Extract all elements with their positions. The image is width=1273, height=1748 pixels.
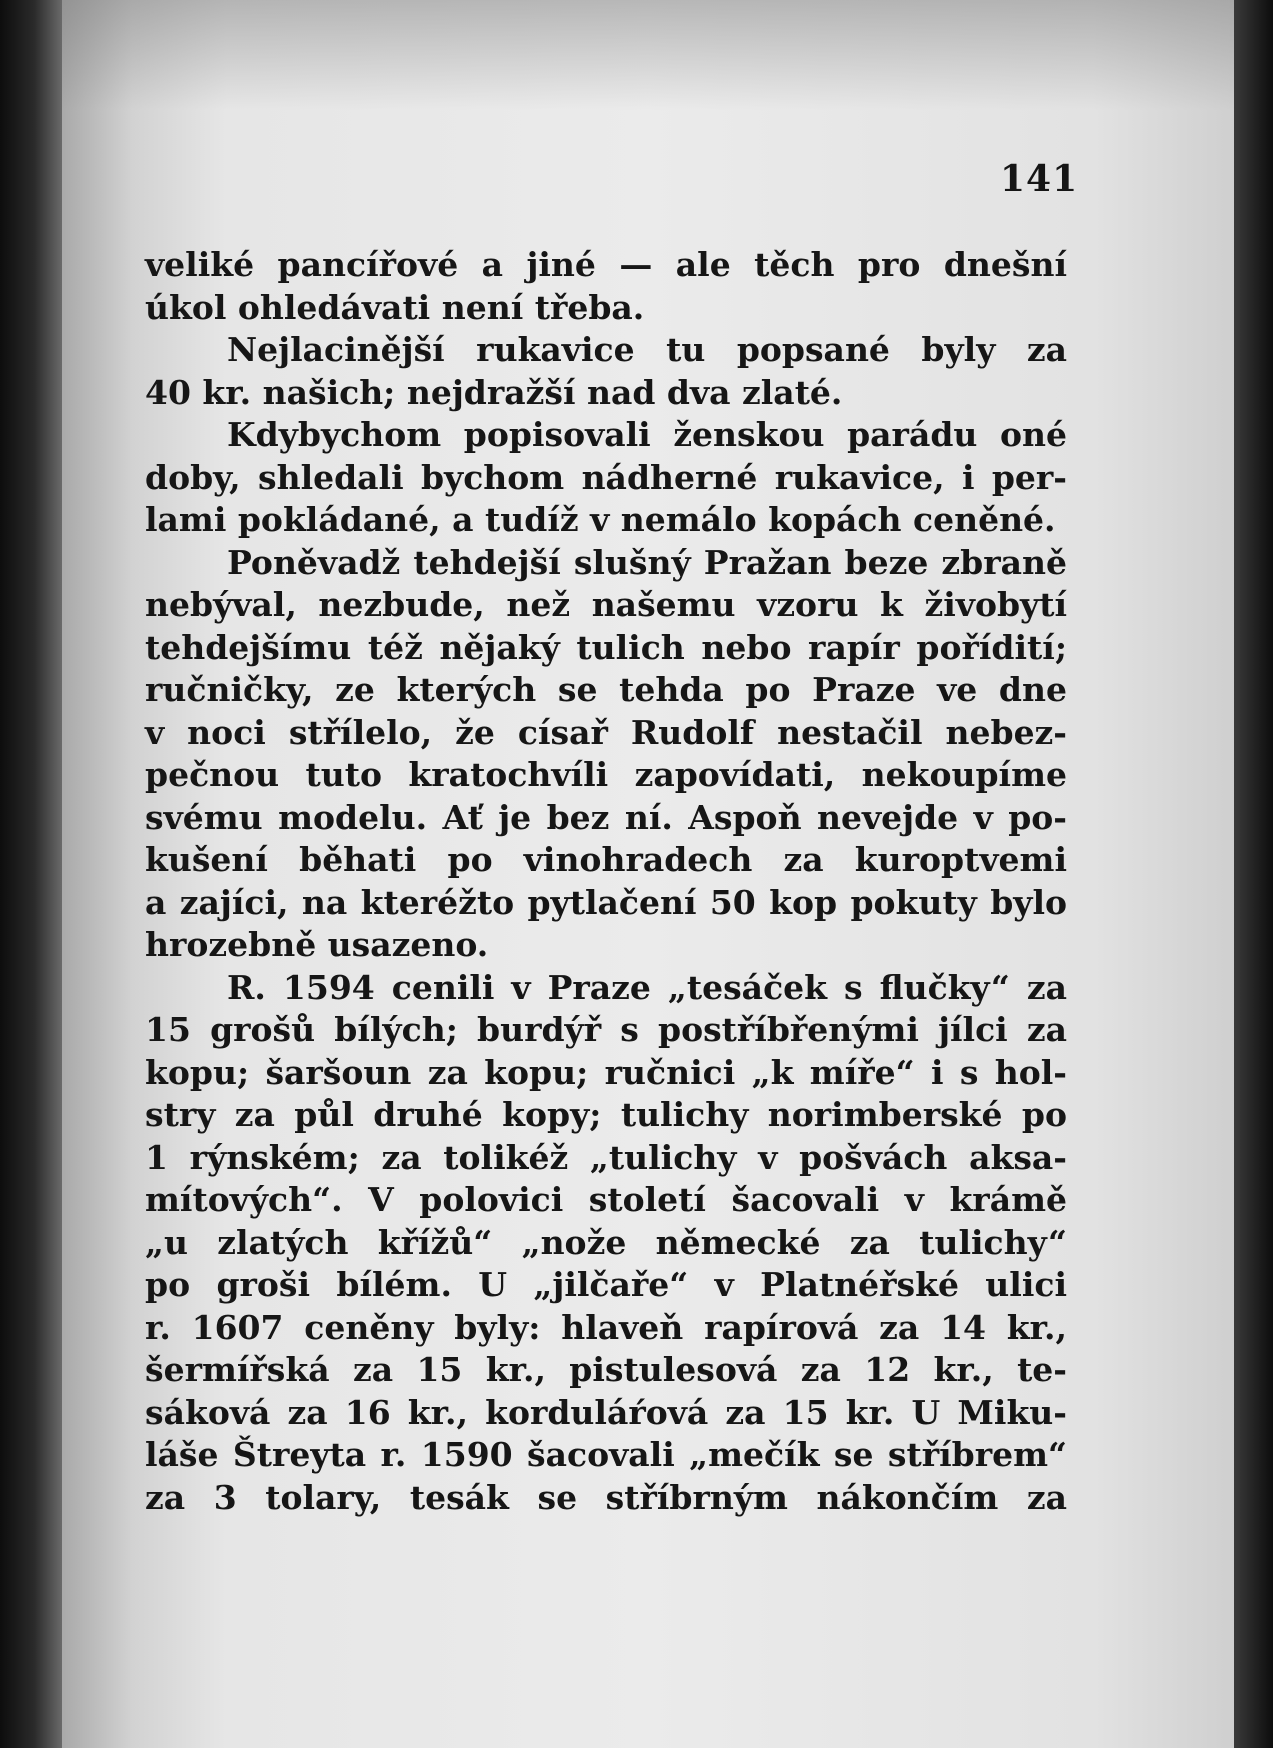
text-line: po groši bílém. U „jilčaře“ v Platnéřské ulici — [145, 1265, 1067, 1304]
text-line: tehdejšímu též nějaký tulich nebo rapír pořídití; — [145, 627, 1067, 667]
paragraph-5 — [145, 967, 1067, 1520]
paragraph-1 — [145, 244, 1067, 329]
body-text — [145, 244, 1067, 1519]
text-line: za 3 tolary, tesák se stříbrným nákončím za — [145, 1477, 1067, 1517]
text-line: lami pokládané, a tudíž v nemálo kopách ceněné. — [145, 500, 1056, 539]
text-line: R. 1594 cenili v Praze „tesáček s flučky“ za — [227, 967, 1067, 1007]
text-line: kušení běhati po vinohradech za kuroptvemi — [145, 840, 1067, 879]
text-line: láše Štreyta r. 1590 šacovali „mečík se stříbrem“ — [145, 1435, 1067, 1474]
text-line: v noci střílelo, že císař Rudolf nestačil nebez- — [145, 712, 1067, 752]
text-line: Nejlacinější rukavice tu popsané byly za — [227, 330, 1067, 369]
text-line: hrozebně usazeno. — [145, 925, 489, 964]
text-line: nebýval, nezbude, než našemu vzoru k živobytí — [145, 585, 1067, 624]
text-line: úkol ohledávati není třeba. — [145, 287, 645, 327]
page-top-shade — [62, 0, 1234, 110]
text-line: 1 rýnském; za tolikéž „tulichy v pošvách aksa- — [145, 1137, 1067, 1177]
text-line: Kdybychom popisovali ženskou parádu oné — [227, 415, 1067, 454]
text-line: r. 1607 ceněny byly: hlaveň rapírová za 14 kr., — [145, 1307, 1067, 1347]
text-line: sáková za 16 kr., korduláŕová za 15 kr. U Miku- — [145, 1392, 1067, 1432]
text-line: pečnou tuto kratochvíli zapovídati, nekoupíme — [145, 755, 1067, 794]
paragraph-3 — [145, 414, 1067, 542]
scan-left-edge — [0, 0, 62, 1748]
scan-right-edge — [1234, 0, 1273, 1748]
text-line: „u zlatých křížů“ „nože německé za tulichy“ — [145, 1222, 1067, 1262]
text-line: Poněvadž tehdejší slušný Pražan beze zbraně — [227, 542, 1067, 582]
paragraph-4 — [145, 542, 1067, 967]
text-line: mítových“. V polovici století šacovali v krámě — [145, 1180, 1067, 1219]
text-line: svému modelu. Ať je bez ní. Aspoň nevejde v po- — [145, 797, 1067, 837]
text-line: 40 kr. našich; nejdražší nad dva zlaté. — [145, 372, 843, 412]
text-line: stry za půl druhé kopy; tulichy norimberské po — [145, 1095, 1067, 1134]
text-line: šermířská za 15 kr., pistulesová za 12 kr., te- — [145, 1350, 1067, 1389]
text-line: veliké pancířové a jiné — ale těch pro dnešní — [145, 245, 1067, 284]
text-line: 15 grošů bílých; burdýř s postříbřenými jílci za — [145, 1010, 1067, 1049]
text-line: doby, shledali bychom nádherné rukavice, i per- — [145, 457, 1067, 497]
paragraph-2 — [145, 329, 1067, 414]
text-line: a zajíci, na kteréžto pytlačení 50 kop pokuty bylo — [145, 882, 1067, 922]
text-line: ručničky, ze kterých se tehda po Praze ve dne — [145, 670, 1067, 709]
page-number: 141 — [1000, 158, 1079, 200]
text-line: kopu; šaršoun za kopu; ručnici „k míře“ i s hol- — [145, 1052, 1067, 1092]
